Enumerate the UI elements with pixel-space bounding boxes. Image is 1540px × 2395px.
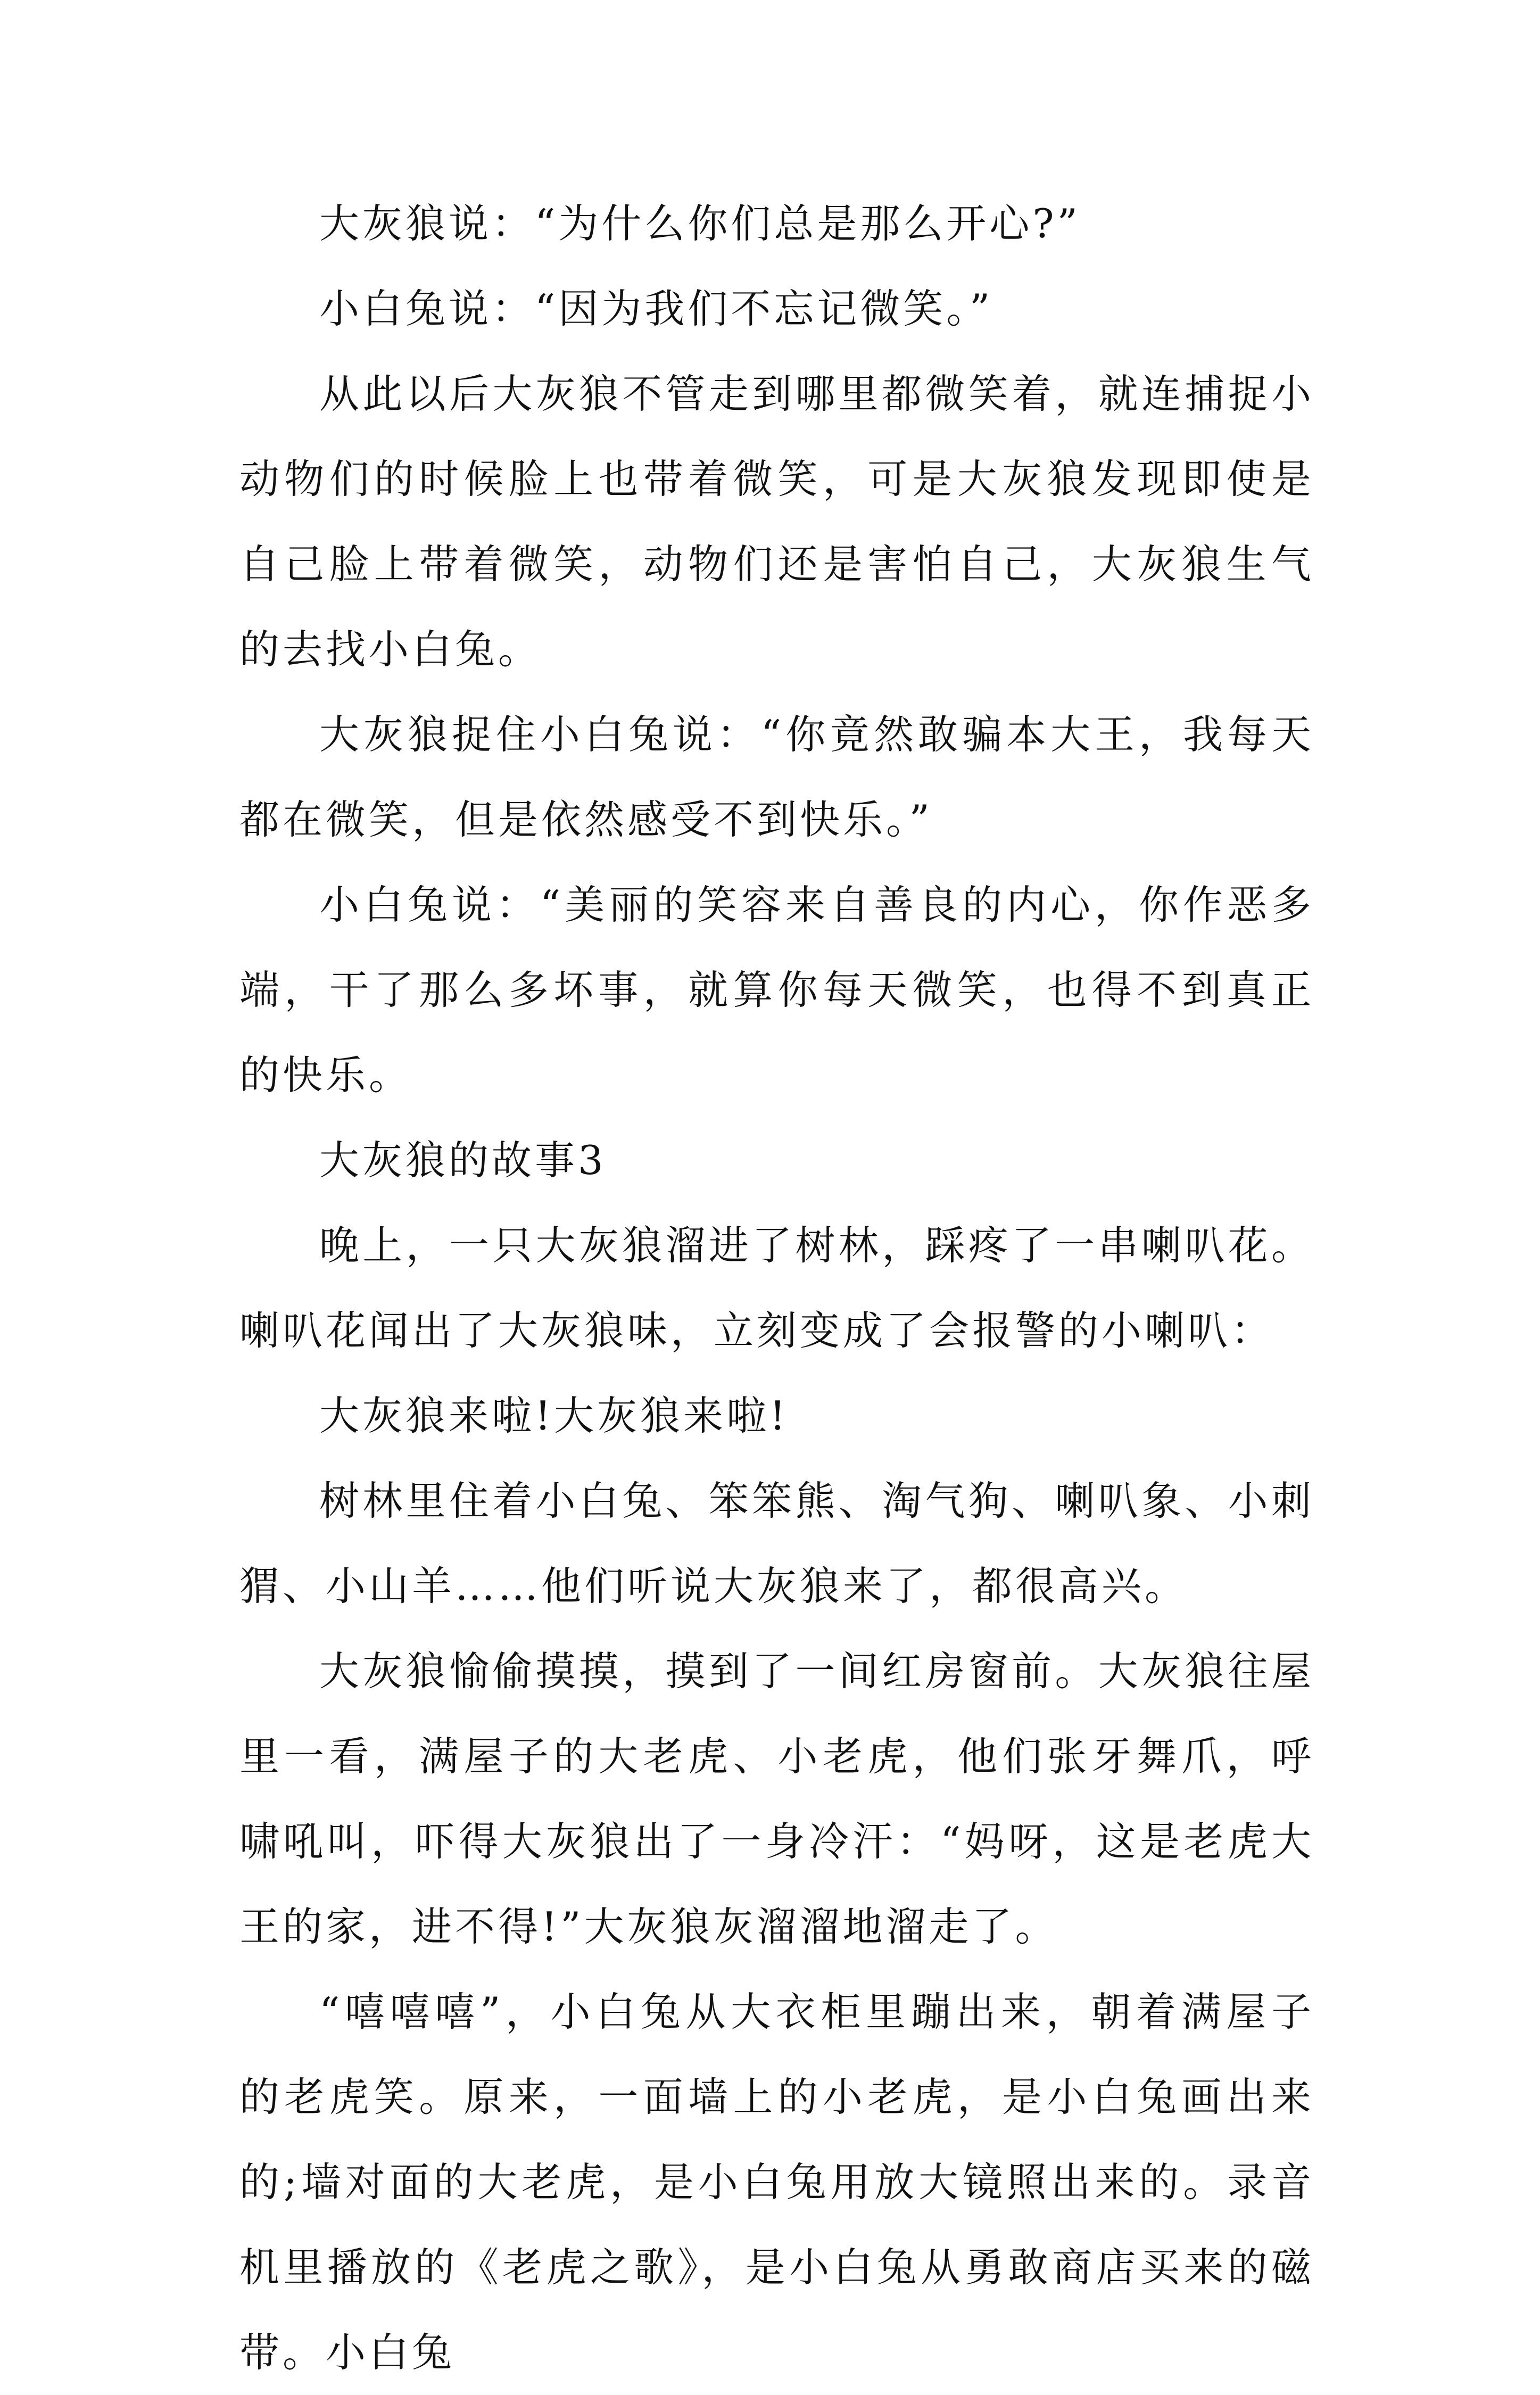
paragraph: 小白兔说：“美丽的笑容来自善良的内心，你作恶多端，干了那么多坏事，就算你每天微笑，也得不到真正的快乐。: [239, 881, 1314, 1099]
paragraph: 大灰狼愉偷摸摸，摸到了一间红房窗前。大灰狼往屋里一看，满屋子的大老虎、小老虎，他们张牙舞爪，呼啸吼叫，吓得大灰狼出了一身冷汗：“妈呀，这是老虎大王的家，进不得!”大灰狼灰溜溜地溜走了。: [239, 1648, 1314, 1950]
paragraph: 小白兔说：“因为我们不忘记微笑。”: [319, 285, 993, 332]
section-heading: 大灰狼的故事3: [319, 1137, 607, 1184]
paragraph: 大灰狼来啦!大灰狼来啦!: [319, 1392, 789, 1439]
paragraph: “嘻嘻嘻”，小白兔从大衣柜里蹦出来，朝着满屋子的老虎笑。原来，一面墙上的小老虎，是小白兔画出来的;墙对面的大老虎，是小白兔用放大镜照出来的。录音机里播放的《老虎之歌》，是小白兔从勇敢商店买来的磁带。小白兔: [239, 1988, 1314, 2376]
paragraph: 树林里住着小白兔、笨笨熊、淘气狗、喇叭象、小刺猬、小山羊……他们听说大灰狼来了，都很高兴。: [239, 1477, 1314, 1609]
paragraph: 大灰狼说：“为什么你们总是那么开心?”: [319, 200, 1081, 247]
paragraph: 从此以后大灰狼不管走到哪里都微笑着，就连捕捉小动物们的时候脸上也带着微笑，可是大灰狼发现即使是自己脸上带着微笑，动物们还是害怕自己，大灰狼生气的去找小白兔。: [239, 370, 1314, 673]
paragraph: 晚上，一只大灰狼溜进了树林，踩疼了一串喇叭花。喇叭花闻出了大灰狼味，立刻变成了会报警的小喇叭：: [239, 1222, 1314, 1354]
paragraph: 大灰狼捉住小白兔说：“你竟然敢骗本大王，我每天都在微笑，但是依然感受不到快乐。”: [239, 711, 1314, 843]
document-page: [239, 181, 1314, 2395]
